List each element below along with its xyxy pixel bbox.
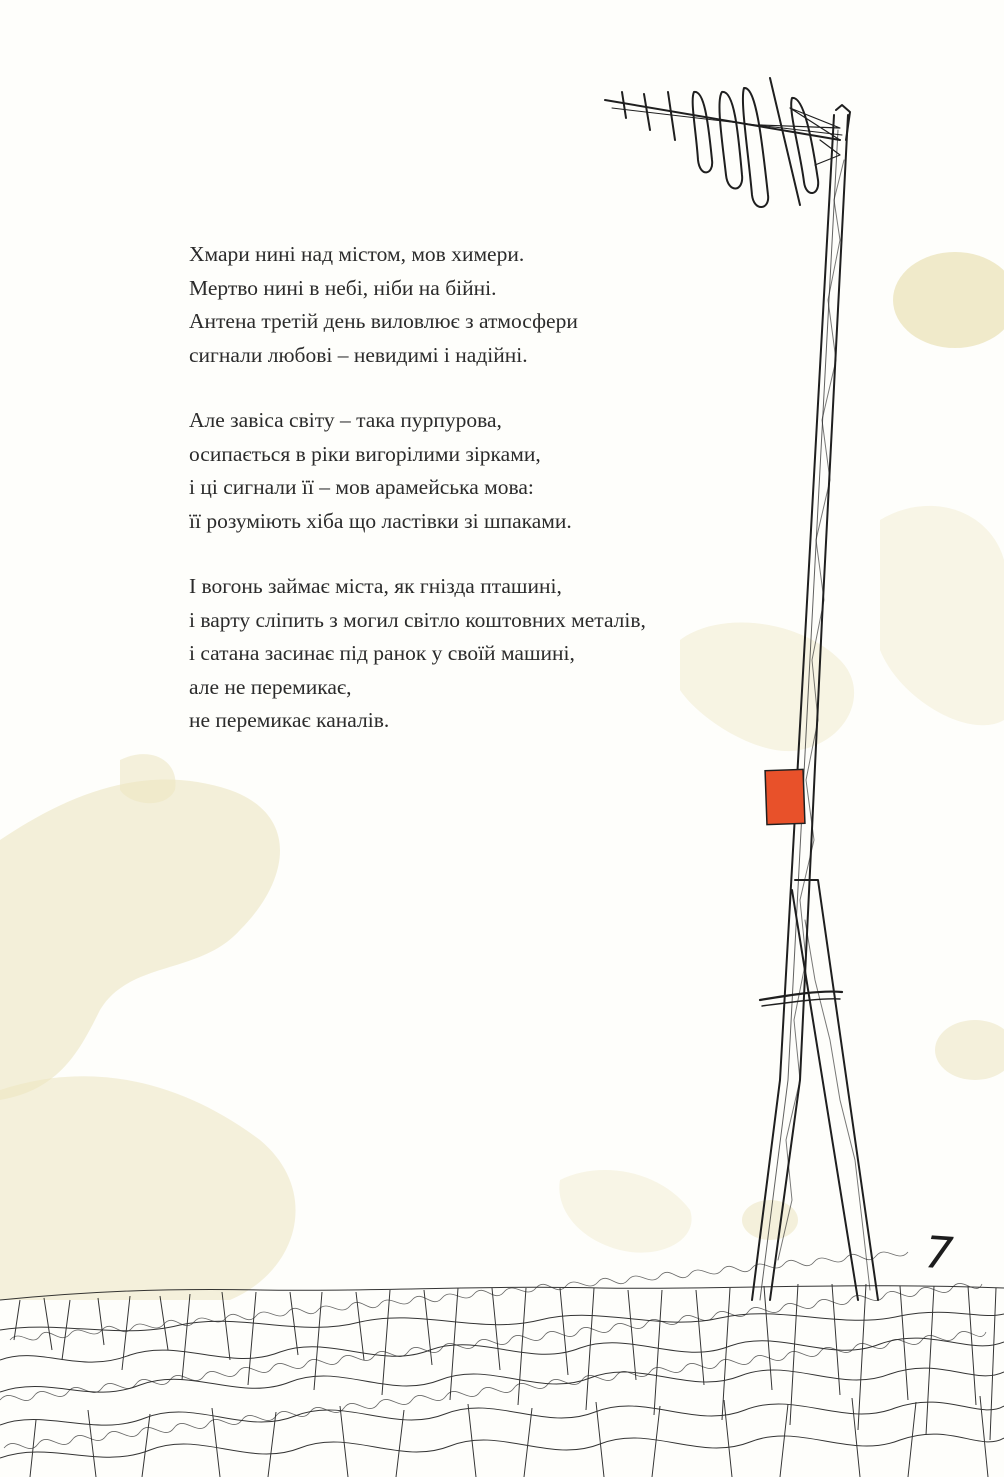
poem-line: Але завіса світу – така пурпурова, [189, 408, 502, 432]
grass-field [0, 1284, 1004, 1477]
red-sign-plate [765, 769, 805, 824]
poem-line: Антена третій день виловлює з атмосфери [189, 309, 578, 333]
poem-line: Хмари нині над містом, мов химери. [189, 242, 525, 266]
page-number: 7 [923, 1227, 955, 1280]
antenna-mast [752, 105, 850, 1300]
poem-line: осипається в ріки вигорілими зірками, [189, 441, 541, 466]
poem-line: і варту сліпить з могил світло коштовних металів, [189, 607, 646, 632]
antenna-elements [605, 78, 842, 207]
poem-line: її розуміють хіба що ластівки зі шпаками. [189, 508, 572, 533]
poem-line: сигнали любові – невидимі і надійні. [189, 342, 528, 367]
poem-line: І вогонь займає міста, як гнізда пташині, [189, 574, 562, 598]
poem-line: Мертво нині в небі, ніби на бійні. [189, 275, 497, 300]
poem-line: і сатана засинає під ранок у своїй машині, [189, 641, 575, 665]
poem-stanza-2 [189, 404, 749, 538]
poem [189, 238, 749, 770]
poem-line: не перемикає каналів. [189, 708, 390, 732]
poem-line: але не перемикає, [189, 674, 352, 699]
poem-stanza-1 [189, 238, 749, 372]
grass-scribbles [0, 1252, 986, 1449]
poem-line: і ці сигнали її – мов арамейська мова: [189, 475, 534, 499]
poem-stanza-3 [189, 570, 749, 738]
